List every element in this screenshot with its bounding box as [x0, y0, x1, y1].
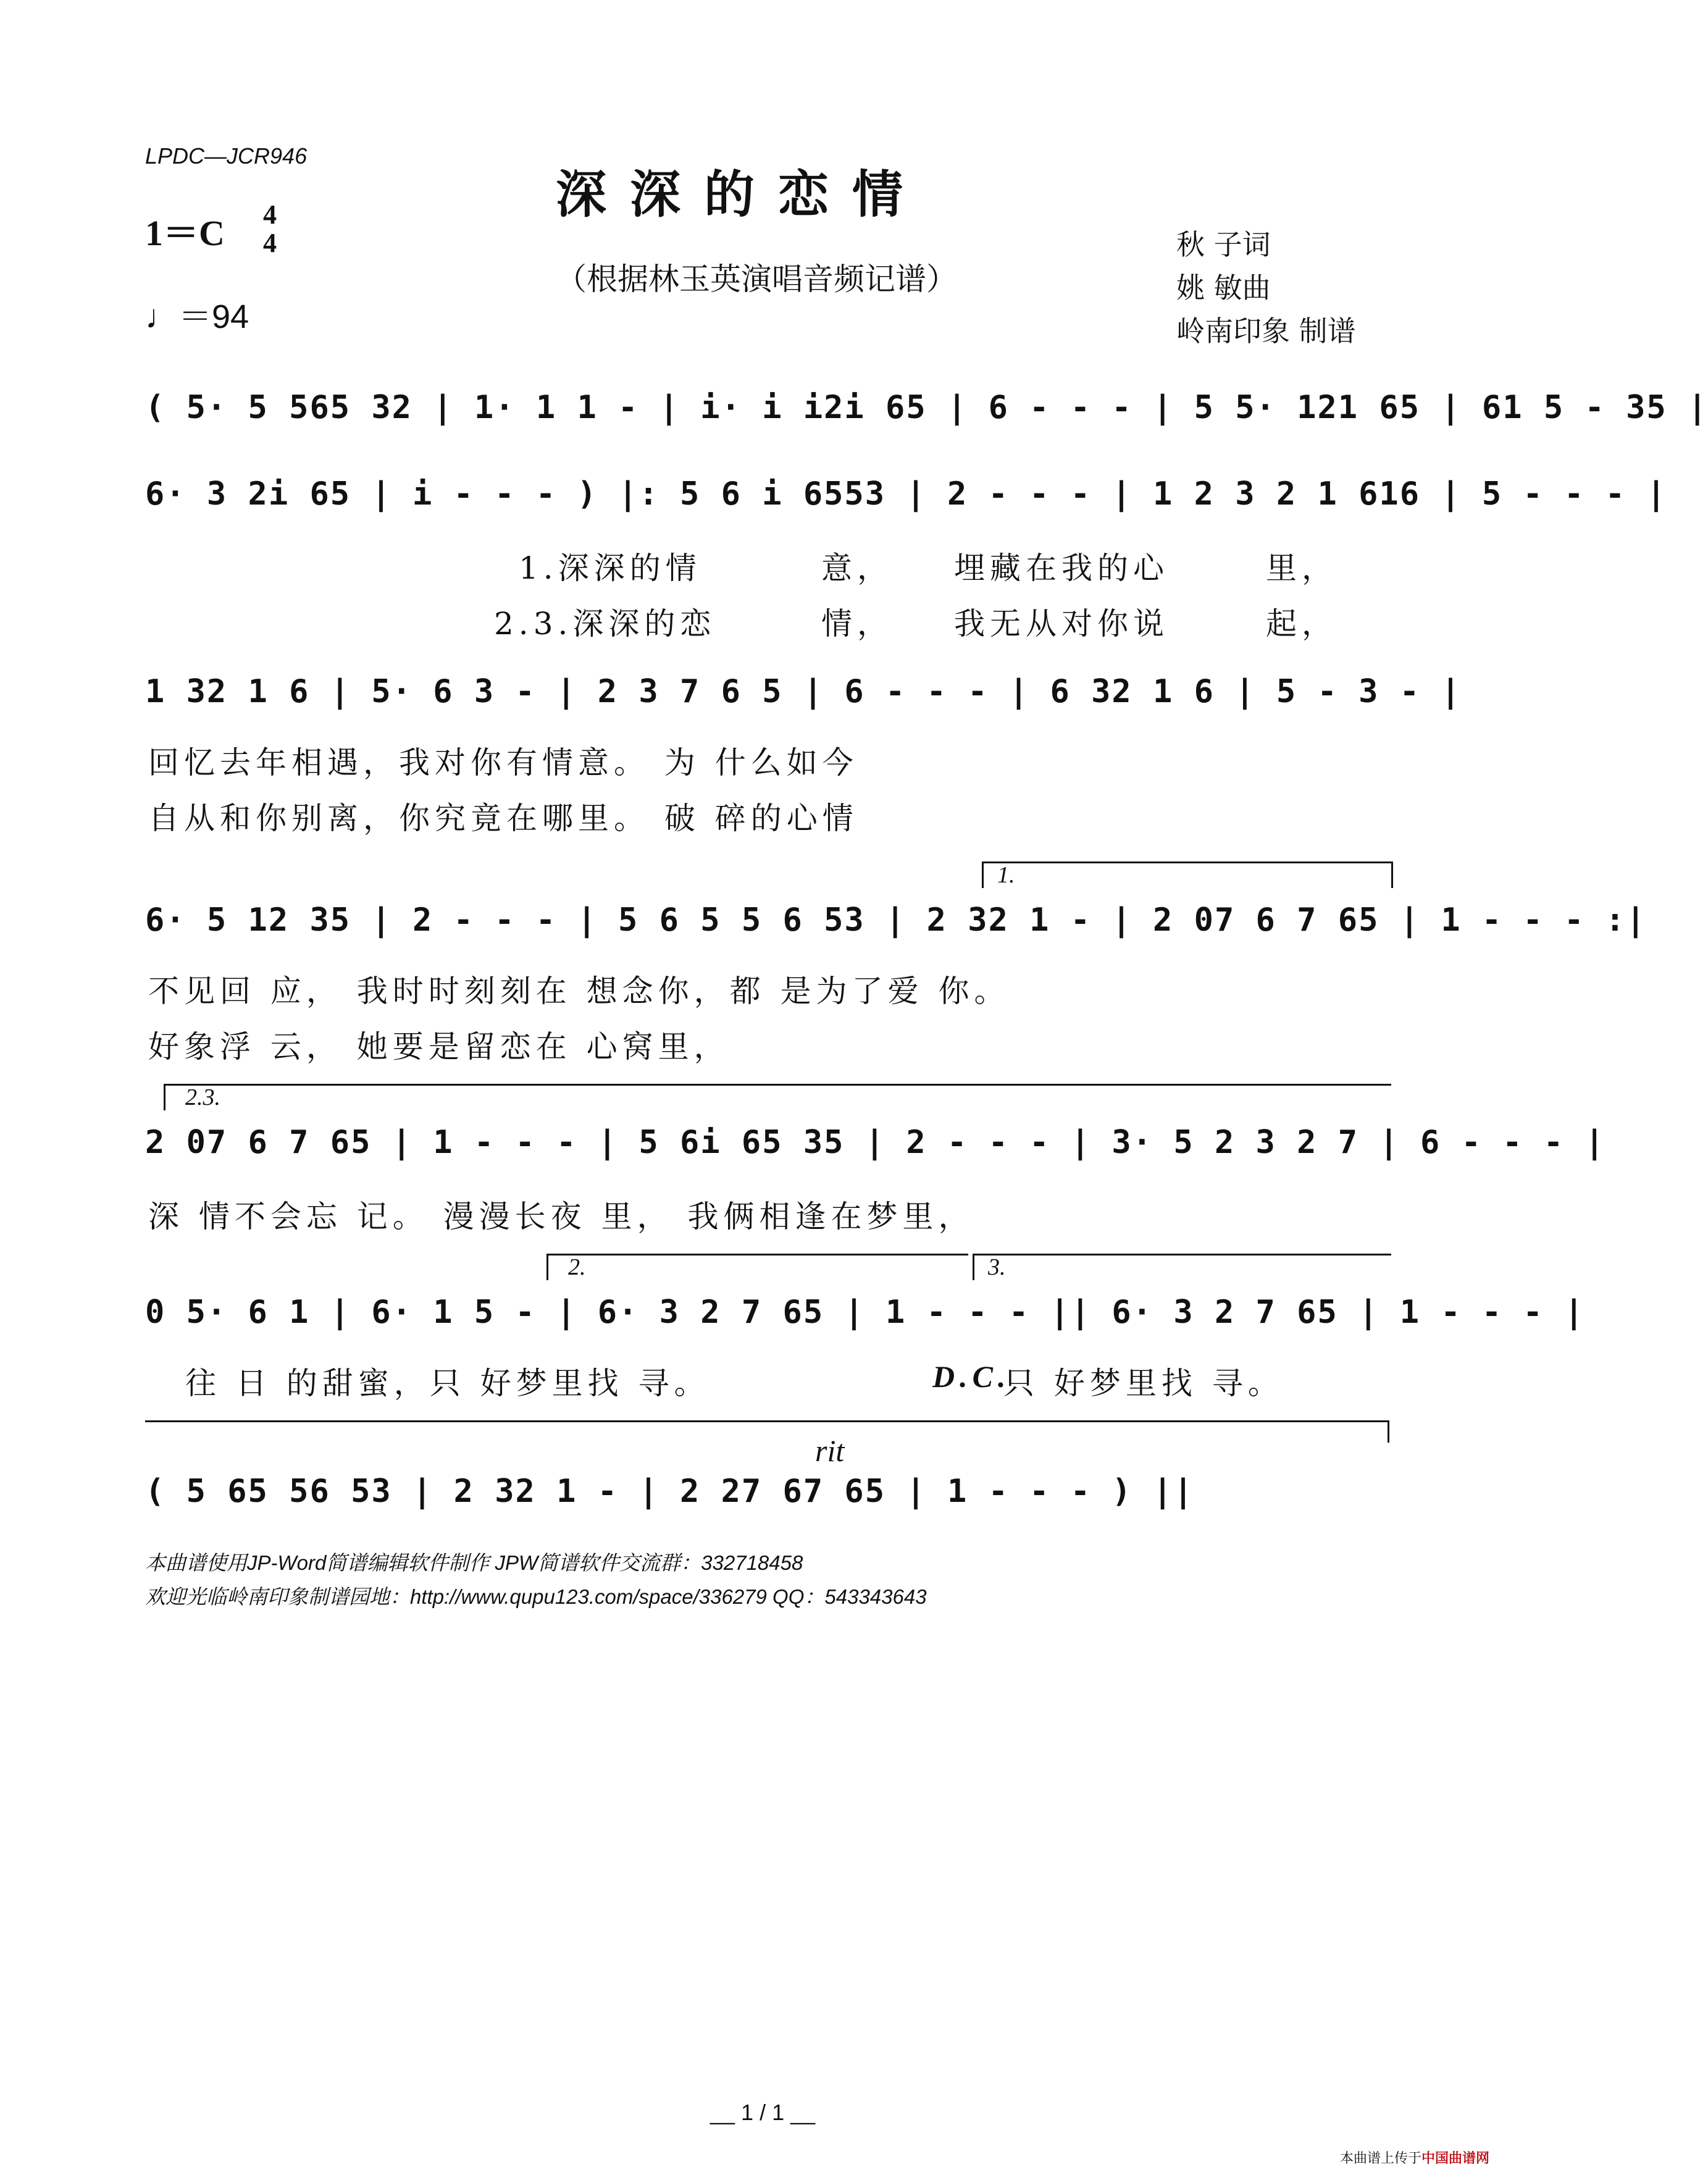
footer-line-2: 欢迎光临岭南印象制谱园地：http://www.qupu123.com/space/336279 QQ：543343643 [145, 1585, 927, 1608]
volta-bracket-2 [546, 1254, 968, 1280]
upload-site-logo: 中国曲谱网 [1421, 2151, 1490, 2166]
arranger-credit: 岭南印象 制谱 [1176, 314, 1356, 348]
lyric-line-5: 深 情不会忘 记。 漫漫长夜 里， 我俩相逢在梦里， [148, 1199, 974, 1234]
score-line-6: 0 5· 6 1 | 6· 1 5 - | 6· 3 2 7 65 | 1 - - - || 6· 3 2 7 65 | 1 - - - | [145, 1294, 1585, 1331]
volta-bracket-3 [973, 1254, 1391, 1280]
song-subtitle: （根据林玉英演唱音频记谱） [556, 261, 957, 297]
lyric-verse1-a: 1.深深的情 [519, 550, 701, 586]
lyric-verse2-d: 起， [1266, 606, 1338, 642]
time-signature-bottom: 4 [263, 228, 277, 258]
score-line-1: ( 5· 5 565 32 | 1· 1 1 - | i· i i2i 65 | 6 - - - | 5 5· 121 65 | 61 5 - 35 | [145, 389, 1708, 426]
upload-notice [1340, 2148, 1489, 2167]
lyric-verse2-a: 2.3.深深的恋 [494, 606, 716, 642]
da-capo-marking: D.C. [932, 1359, 1011, 1394]
score-line-2: 6· 3 2i 65 | i - - - ) |: 5 6 i 6553 | 2 - - - | 1 2 3 2 1 616 | 5 - - - | [145, 476, 1667, 513]
song-title: 深深的恋情 [556, 165, 927, 224]
score-line-4: 6· 5 12 35 | 2 - - - | 5 6 5 5 6 53 | 2 32 1 - | 2 07 6 7 65 | 1 - - - :| [145, 902, 1647, 939]
rit-marking: rit [815, 1433, 845, 1468]
lyricist-credit: 秋 子词 [1176, 228, 1271, 261]
score-code: LPDC—JCR946 [145, 143, 308, 169]
lyric-line-4b: 好象浮 云， 她要是留恋在 心窝里， [148, 1029, 730, 1065]
volta-bracket-1 [982, 861, 1393, 888]
lyric-line-3a: 回忆去年相遇，我对你有情意。 为 什么如今 [148, 745, 858, 781]
lyric-line-6b: 只 好梦里找 寻。 [1003, 1365, 1284, 1401]
page-number: __ 1 / 1 __ [710, 2100, 816, 2125]
tempo-marking: ♩＝94 [145, 298, 249, 335]
lyric-verse1-d: 里， [1266, 550, 1338, 586]
footer-line-1: 本曲谱使用JP-Word简谱编辑软件制作 JPW简谱软件交流群：332718458 [145, 1551, 803, 1574]
lyric-verse1-c: 埋藏在我的心 [954, 550, 1169, 586]
lyric-line-4a: 不见回 应， 我时时刻刻在 想念你，都 是为了爱 你。 [148, 973, 1010, 1009]
composer-credit: 姚 敏曲 [1176, 271, 1271, 304]
lyric-line-3b: 自从和你别离，你究竟在哪里。 破 碎的心情 [148, 800, 858, 836]
lyric-line-6a: 往 日 的甜蜜，只 好梦里找 寻。 [185, 1365, 710, 1401]
lyric-verse1-b: 意， [821, 550, 893, 586]
volta-label-1: 1. [997, 862, 1015, 888]
coda-divider [145, 1420, 1389, 1422]
time-signature-top: 4 [263, 199, 277, 230]
time-signature [256, 201, 283, 258]
volta-label-2-3: 2.3. [185, 1084, 220, 1110]
volta-label-3: 3. [988, 1254, 1006, 1280]
upload-prefix: 本曲谱上传于 [1340, 2151, 1422, 2166]
key-signature: 1＝C [145, 213, 225, 253]
score-line-3: 1 32 1 6 | 5· 6 3 - | 2 3 7 6 5 | 6 - - - | 6 32 1 6 | 5 - 3 - | [145, 673, 1462, 710]
score-line-5: 2 07 6 7 65 | 1 - - - | 5 6i 65 35 | 2 - - - | 3· 5 2 3 2 7 | 6 - - - | [145, 1124, 1605, 1161]
score-line-7: ( 5 65 56 53 | 2 32 1 - | 2 27 67 65 | 1 - - - ) || [145, 1473, 1194, 1510]
coda-divider-end [1388, 1420, 1389, 1443]
volta-bracket-2-3 [164, 1084, 1391, 1110]
lyric-verse2-b: 情， [821, 606, 893, 642]
lyric-verse2-c: 我无从对你说 [954, 606, 1169, 642]
volta-label-2: 2. [568, 1254, 586, 1280]
